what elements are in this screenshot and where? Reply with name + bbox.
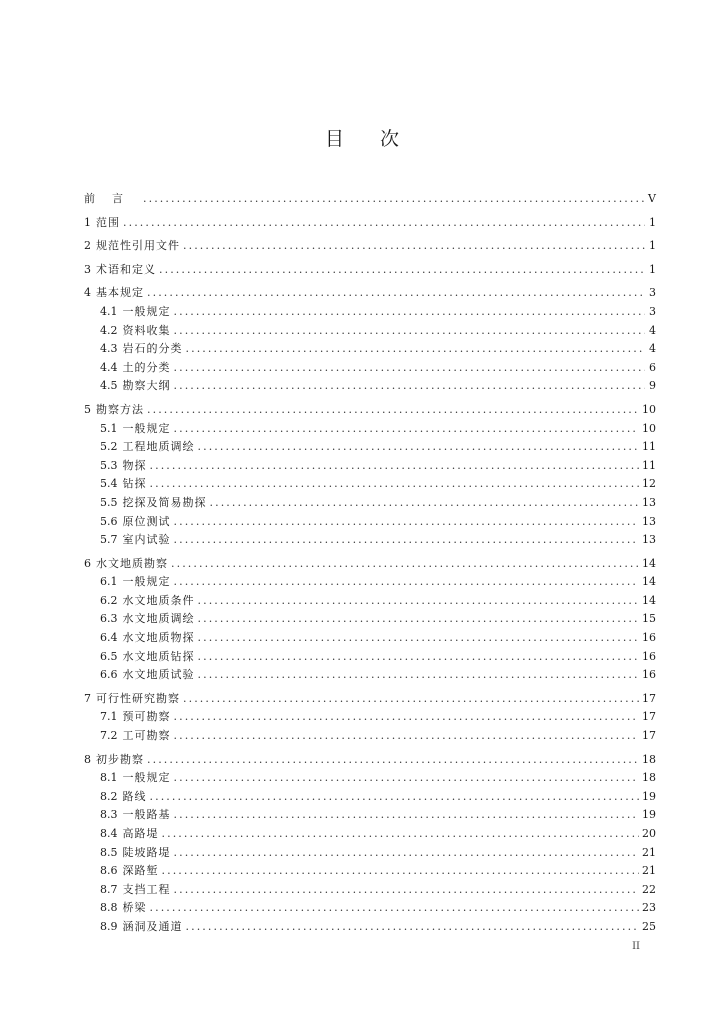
toc-entry-number: 8.4 — [100, 827, 118, 840]
toc-entry[interactable] — [84, 531, 656, 550]
toc-entry-label: 涵洞及通道 — [122, 919, 183, 933]
toc-entry-page: 11 — [642, 440, 656, 454]
toc-entry-label: 勘察方法 — [96, 402, 144, 416]
toc-entry[interactable] — [84, 359, 656, 378]
toc-entry[interactable] — [84, 788, 656, 807]
toc-entry[interactable] — [84, 261, 656, 280]
toc-entry-number: 4.2 — [100, 323, 118, 337]
toc-dot-leader — [198, 438, 640, 457]
toc-entry-number: 4.3 — [100, 342, 118, 356]
toc-dot-leader — [174, 573, 640, 592]
page-title-char-2: 次 — [380, 128, 400, 150]
toc-entry[interactable] — [84, 377, 656, 396]
toc-entry-label: 一般规定 — [122, 771, 171, 785]
toc-entry-page: 15 — [642, 612, 656, 626]
toc-entry-label: 物探 — [122, 458, 147, 472]
page-title — [0, 124, 724, 151]
toc-entry-number: 4.5 — [100, 379, 118, 393]
toc-entry-number: 4.4 — [100, 360, 118, 374]
toc-dot-leader — [174, 769, 640, 788]
toc-entry-page: 16 — [642, 649, 656, 663]
toc-entry-page: 14 — [642, 556, 656, 570]
toc-dot-leader — [174, 727, 640, 746]
toc-dot-leader — [147, 284, 645, 303]
toc-dot-leader — [162, 862, 640, 881]
toc-entry-label: 室内试验 — [122, 533, 171, 547]
toc-entry[interactable] — [84, 629, 656, 648]
toc-entry-number: 8.3 — [100, 808, 118, 822]
toc-entry-page: 23 — [642, 901, 656, 915]
toc-entry-label: 规范性引用文件 — [96, 239, 180, 253]
toc-entry-page: 20 — [642, 827, 656, 840]
toc-entry-label: 水文地质物探 — [122, 631, 195, 645]
toc-dot-leader — [174, 881, 640, 900]
toc-dot-leader — [186, 340, 646, 359]
toc-dot-leader — [159, 261, 645, 280]
toc-entry-label: 勘察大纲 — [122, 379, 171, 393]
toc-dot-leader — [174, 322, 646, 341]
toc-entry[interactable] — [84, 457, 656, 476]
toc-entry-number: 5 — [84, 402, 91, 416]
toc-entry-label: 范围 — [96, 215, 120, 229]
toc-entry-page: 9 — [649, 379, 656, 393]
toc-entry[interactable] — [84, 610, 656, 629]
toc-entry-page: 22 — [642, 882, 656, 896]
toc-entry[interactable] — [84, 475, 656, 494]
toc-entry-number: 5.6 — [100, 514, 118, 528]
toc-entry-label: 水文地质钻探 — [122, 649, 195, 663]
toc-entry-number: 6.1 — [100, 575, 118, 589]
toc-entry-page: 13 — [642, 514, 656, 528]
toc-entry-label: 土的分类 — [122, 360, 171, 374]
toc-entry-number: 5.1 — [100, 421, 118, 435]
toc-entry-page: 13 — [642, 495, 656, 509]
toc-entry[interactable] — [84, 214, 656, 233]
toc-entry-page: 10 — [642, 402, 656, 416]
toc-entry[interactable] — [84, 573, 656, 592]
toc-entry-page: V — [648, 192, 656, 205]
toc-entry-number: 6.3 — [100, 612, 118, 626]
toc-entry-label: 可行性研究勘察 — [96, 691, 180, 705]
toc-entry-label: 一般路基 — [122, 808, 171, 822]
toc-entry[interactable] — [84, 494, 656, 513]
toc-entry-number: 8.6 — [100, 864, 118, 878]
toc-entry-label: 工可勘察 — [122, 729, 171, 743]
toc-dot-leader — [183, 237, 645, 256]
toc-entry-label: 陡坡路堤 — [122, 845, 171, 859]
toc-entry-label: 岩石的分类 — [122, 342, 183, 356]
toc-entry[interactable] — [84, 284, 656, 303]
toc-entry-label: 一般规定 — [122, 421, 171, 435]
toc-entry[interactable] — [84, 592, 656, 611]
toc-entry-number: 5.2 — [100, 440, 118, 454]
toc-dot-leader — [174, 377, 646, 396]
toc-entry[interactable] — [84, 237, 656, 256]
toc-entry-label: 资料收集 — [122, 323, 171, 337]
toc-entry-number: 8 — [84, 752, 91, 766]
toc-entry-page: 1 — [649, 262, 656, 276]
toc-entry-page: 17 — [642, 710, 656, 724]
toc-entry-label: 水文地质条件 — [122, 593, 195, 607]
toc-dot-leader — [183, 690, 639, 709]
page-title-char-1: 目 — [324, 128, 344, 150]
toc-entry-label: 深路堑 — [122, 864, 159, 878]
toc-entry-page: 19 — [642, 789, 656, 803]
toc-entry-label: 基本规定 — [96, 286, 144, 300]
toc-entry-page: 14 — [642, 593, 656, 607]
toc-entry-page: 18 — [642, 771, 656, 785]
toc-dot-leader — [171, 555, 639, 574]
toc-dot-leader — [150, 788, 640, 807]
toc-dot-leader — [198, 648, 640, 667]
table-of-contents — [84, 190, 656, 937]
toc-entry-number: 1 — [84, 215, 91, 229]
toc-entry-label: 支挡工程 — [122, 882, 171, 896]
toc-entry-page: 3 — [649, 304, 656, 318]
toc-entry-page: 21 — [642, 864, 656, 878]
toc-entry[interactable] — [84, 918, 656, 937]
toc-entry-number: 2 — [84, 239, 91, 253]
toc-dot-leader — [143, 190, 645, 209]
toc-entry-label: 术语和定义 — [96, 262, 156, 276]
toc-dot-leader — [174, 708, 640, 727]
toc-dot-leader — [174, 420, 640, 439]
toc-entry-number: 8.5 — [100, 845, 118, 859]
toc-entry-number: 7 — [84, 691, 91, 705]
toc-entry-page: 4 — [649, 342, 656, 356]
page-number: II — [632, 941, 640, 952]
toc-entry[interactable] — [84, 513, 656, 532]
toc-dot-leader — [150, 899, 640, 918]
toc-entry-number: 4 — [84, 286, 91, 300]
toc-entry-page: 21 — [642, 845, 656, 859]
toc-entry[interactable] — [84, 401, 656, 420]
toc-dot-leader — [174, 806, 640, 825]
toc-entry-page: 1 — [649, 215, 656, 229]
toc-entry[interactable] — [84, 666, 656, 685]
toc-entry-page: 13 — [642, 533, 656, 547]
toc-dot-leader — [147, 751, 639, 770]
toc-dot-leader — [198, 610, 640, 629]
toc-entry-number: 8.1 — [100, 771, 118, 785]
toc-entry-page: 17 — [642, 729, 656, 743]
toc-entry-page: 14 — [642, 575, 656, 589]
toc-entry[interactable] — [84, 438, 656, 457]
toc-entry[interactable] — [84, 420, 656, 439]
toc-entry-number: 8.9 — [100, 919, 118, 933]
toc-entry[interactable] — [84, 690, 656, 709]
toc-entry[interactable] — [84, 708, 656, 727]
toc-entry-label: 工程地质调绘 — [122, 440, 195, 454]
toc-entry-number: 6 — [84, 556, 91, 570]
toc-entry-page: 19 — [642, 808, 656, 822]
toc-entry-number: 3 — [84, 262, 91, 276]
toc-entry[interactable] — [84, 751, 656, 770]
toc-entry-label: 一般规定 — [122, 575, 171, 589]
toc-entry[interactable] — [84, 190, 656, 209]
toc-entry-number: 7.2 — [100, 729, 118, 743]
toc-entry[interactable] — [84, 844, 656, 863]
toc-entry-number: 5.7 — [100, 533, 118, 547]
toc-entry-page: 4 — [649, 323, 656, 337]
toc-entry[interactable] — [84, 340, 656, 359]
toc-entry-number: 5.3 — [100, 458, 118, 472]
toc-entry-number: 5.4 — [100, 477, 118, 491]
toc-entry[interactable] — [84, 806, 656, 825]
toc-entry[interactable] — [84, 862, 656, 881]
toc-entry-label: 高路堤 — [122, 827, 159, 840]
toc-dot-leader — [198, 666, 640, 685]
toc-entry-label: 桥梁 — [122, 901, 147, 915]
toc-entry-page: 1 — [649, 239, 656, 253]
toc-entry-label: 钻探 — [122, 477, 147, 491]
toc-entry-label: 前言 — [84, 192, 140, 205]
toc-entry[interactable] — [84, 881, 656, 900]
toc-entry-number: 8.2 — [100, 789, 118, 803]
toc-entry-number: 4.1 — [100, 304, 118, 318]
toc-entry-page: 16 — [642, 631, 656, 645]
toc-entry-label: 初步勘察 — [96, 752, 144, 766]
toc-entry[interactable] — [84, 648, 656, 667]
toc-entry[interactable] — [84, 322, 656, 341]
toc-entry-page: 11 — [642, 458, 656, 472]
toc-entry-label: 水文地质试验 — [122, 668, 195, 682]
toc-dot-leader — [186, 918, 640, 937]
toc-entry-page: 17 — [642, 691, 656, 705]
toc-entry[interactable] — [84, 727, 656, 746]
toc-entry-page: 10 — [642, 421, 656, 435]
toc-entry-label: 水文地质勘察 — [96, 556, 168, 570]
toc-entry-page: 16 — [642, 668, 656, 682]
toc-entry-label: 预可勘察 — [122, 710, 171, 724]
toc-dot-leader — [147, 401, 639, 420]
toc-dot-leader — [198, 629, 640, 648]
toc-dot-leader — [198, 592, 640, 611]
toc-dot-leader — [174, 359, 646, 378]
toc-entry-number: 7.1 — [100, 710, 118, 724]
toc-entry[interactable] — [84, 825, 656, 844]
toc-entry-number: 5.5 — [100, 495, 118, 509]
toc-entry[interactable] — [84, 303, 656, 322]
toc-entry-label: 一般规定 — [122, 304, 171, 318]
toc-entry-label: 原位测试 — [122, 514, 171, 528]
toc-dot-leader — [162, 825, 640, 844]
toc-dot-leader — [210, 494, 640, 513]
toc-dot-leader — [123, 214, 645, 233]
toc-entry-number: 6.4 — [100, 631, 118, 645]
toc-entry-number: 6.2 — [100, 593, 118, 607]
toc-entry-page: 25 — [642, 919, 656, 933]
toc-entry[interactable] — [84, 769, 656, 788]
toc-entry-label: 水文地质调绘 — [122, 612, 195, 626]
toc-entry-page: 3 — [649, 286, 656, 300]
toc-entry-number: 6.5 — [100, 649, 118, 663]
toc-entry-page: 6 — [649, 360, 656, 374]
toc-entry-number: 8.8 — [100, 901, 118, 915]
toc-dot-leader — [174, 303, 646, 322]
toc-entry-page: 12 — [642, 477, 656, 491]
toc-entry-label: 挖探及简易勘探 — [122, 495, 207, 509]
toc-dot-leader — [174, 513, 640, 532]
toc-dot-leader — [174, 844, 640, 863]
toc-entry[interactable] — [84, 555, 656, 574]
toc-entry-label: 路线 — [122, 789, 147, 803]
toc-entry-number: 8.7 — [100, 882, 118, 896]
toc-entry-number: 6.6 — [100, 668, 118, 682]
toc-dot-leader — [150, 475, 640, 494]
toc-entry-page: 18 — [642, 752, 656, 766]
toc-entry[interactable] — [84, 899, 656, 918]
toc-dot-leader — [150, 457, 640, 476]
toc-dot-leader — [174, 531, 640, 550]
